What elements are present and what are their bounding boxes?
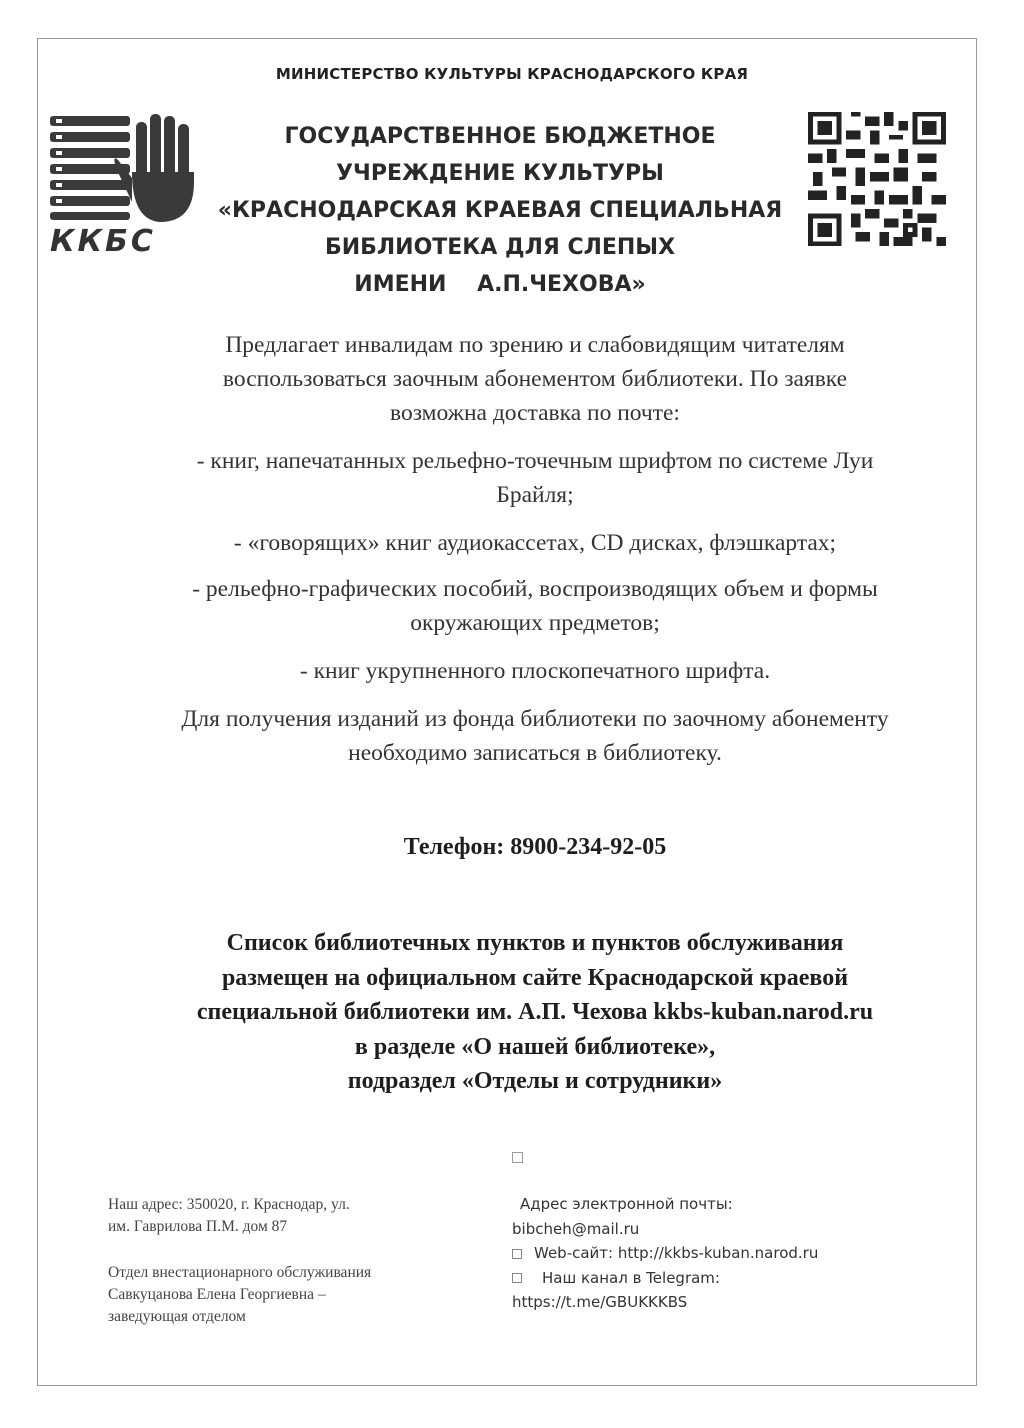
service-item-line: - рельефно-графических пособий, воспроизводящих объем и формы <box>192 576 878 602</box>
intro-paragraph <box>110 328 960 430</box>
organization-name <box>200 118 800 303</box>
address-line: им. Гаврилова П.М. дом 87 <box>108 1218 288 1235</box>
list-info-line: в разделе «О нашей библиотеке», <box>354 1033 716 1060</box>
ministry-title: МИНИСТЕРСТВО КУЛЬТУРЫ КРАСНОДАРСКОГО КРАЯ <box>275 65 749 83</box>
email-address[interactable]: bibcheh@mail.ru <box>512 1219 640 1238</box>
website-link[interactable]: Web-сайт: http://kkbs-kuban.narod.ru <box>534 1244 819 1262</box>
registration-line: Для получения изданий из фонда библиотеки по заочному абонементу <box>181 706 889 732</box>
address-line: Наш адрес: 350020, г. Краснодар, ул. <box>108 1196 350 1213</box>
postal-address <box>108 1194 488 1238</box>
checkbox-icon <box>512 1249 522 1259</box>
branch-list-info <box>110 926 960 1099</box>
logo-text: ККБС <box>50 224 156 259</box>
telegram-label: Наш канал в Telegram: <box>542 1268 720 1287</box>
service-item-line: Брайля; <box>496 482 574 508</box>
phone-number: Телефон: 8900-234-92-05 <box>403 834 667 860</box>
list-info-line: Список библиотечных пунктов и пунктов обслуживания <box>226 930 844 956</box>
service-item-tactile <box>110 572 960 640</box>
department-line: Савкуцанова Елена Георгиевна – <box>108 1286 326 1303</box>
service-item-line: - книг укрупненного плоскопечатного шрифта. <box>299 658 771 684</box>
library-logo <box>48 112 200 257</box>
org-line: ИМЕНИ А.П.ЧЕХОВА» <box>354 272 646 297</box>
list-info-line: специальной библиотеки им. А.П. Чехова kkbs-kuban.narod.ru <box>196 999 874 1025</box>
org-line: БИБЛИОТЕКА ДЛЯ СЛЕПЫХ <box>324 235 676 260</box>
qr-code-icon <box>808 112 946 246</box>
intro-line: воспользоваться заочным абонементом библиотеки. По заявке <box>222 366 848 392</box>
website-row <box>512 1241 932 1266</box>
service-item-audio <box>110 526 960 560</box>
email-label: Адрес электронной почты: <box>520 1195 733 1213</box>
service-item-braille <box>110 444 960 512</box>
service-item-line: окружающих предметов; <box>410 610 660 636</box>
department-contact <box>108 1262 488 1328</box>
intro-line: Предлагает инвалидам по зрению и слабовидящим читателям <box>225 332 845 358</box>
intro-line: возможна доставка по почте: <box>390 400 680 426</box>
registration-line: необходимо записаться в библиотеку. <box>348 740 722 766</box>
service-item-line: - книг, напечатанных рельефно-точечным шрифтом по системе Луи <box>196 448 874 474</box>
department-line: заведующая отделом <box>108 1308 246 1325</box>
list-info-line: подраздел «Отделы и сотрудники» <box>347 1068 723 1094</box>
department-line: Отдел внестационарного обслуживания <box>108 1264 372 1281</box>
org-line: «КРАСНОДАРСКАЯ КРАЕВАЯ СПЕЦИАЛЬНАЯ <box>217 198 783 223</box>
list-info-line: размещен на официальном сайте Краснодарской краевой <box>221 964 849 991</box>
service-item-line: - «говорящих» книг аудиокассетах, CD дисках, флэшкартах; <box>233 530 837 556</box>
telegram-row <box>512 1266 932 1291</box>
telegram-link[interactable]: https://t.me/GBUKKKBS <box>512 1293 688 1311</box>
checkbox-icon <box>512 1273 522 1283</box>
registration-note <box>110 702 960 770</box>
org-line: ГОСУДАРСТВЕННОЕ БЮДЖЕТНОЕ <box>284 124 716 149</box>
qr-code <box>808 112 946 246</box>
org-line: УЧРЕЖДЕНИЕ КУЛЬТУРЫ <box>336 161 664 186</box>
empty-checkbox-icon <box>512 1152 523 1163</box>
service-item-large-print <box>110 654 960 688</box>
online-contacts <box>512 1192 932 1315</box>
